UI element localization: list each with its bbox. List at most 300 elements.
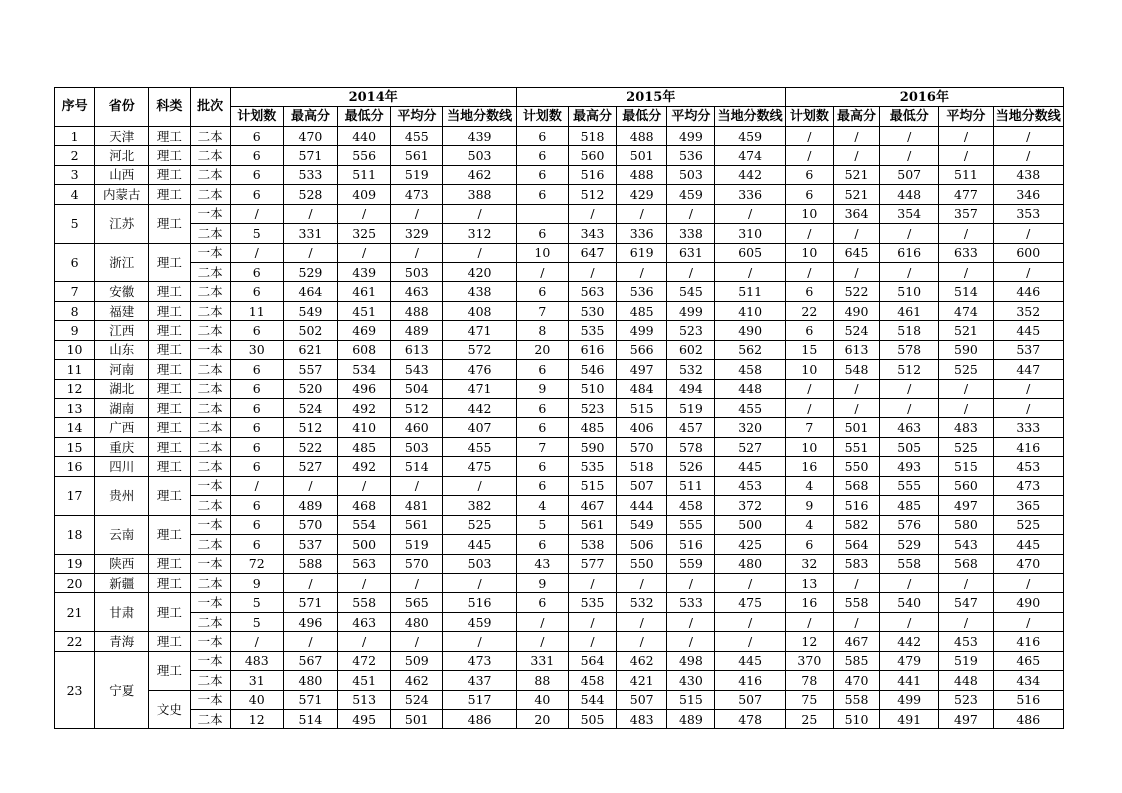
cell-y2015-line: 500 xyxy=(715,515,785,534)
cell-y2015-avg: / xyxy=(667,204,715,223)
table-row xyxy=(55,671,1064,690)
header-plan: 计划数 xyxy=(230,107,283,126)
cell-y2014-min: 410 xyxy=(338,418,391,437)
cell-y2015-max: / xyxy=(568,573,616,592)
cell-y2016-max: 521 xyxy=(833,185,879,204)
cell-y2015-min: 462 xyxy=(617,651,667,670)
cell-y2014-line: 486 xyxy=(443,710,516,729)
row-index: 3 xyxy=(55,165,95,184)
cell-y2015-max: 616 xyxy=(568,340,616,359)
row-batch: 二本 xyxy=(190,496,230,515)
cell-y2016-max: / xyxy=(833,262,879,281)
cell-y2014-avg: 329 xyxy=(391,224,443,243)
header-index: 序号 xyxy=(55,88,95,127)
cell-y2015-min: 484 xyxy=(617,379,667,398)
table-row xyxy=(55,437,1064,456)
cell-y2014-line: 437 xyxy=(443,671,516,690)
cell-y2015-plan: 20 xyxy=(516,710,568,729)
cell-y2016-max: / xyxy=(833,224,879,243)
cell-y2016-max: 524 xyxy=(833,321,879,340)
cell-y2015-max: 485 xyxy=(568,418,616,437)
cell-y2015-avg: 516 xyxy=(667,535,715,554)
row-category: 理工 xyxy=(149,340,190,359)
cell-y2014-avg: 512 xyxy=(391,399,443,418)
cell-y2016-max: 550 xyxy=(833,457,879,476)
cell-y2015-min: 444 xyxy=(617,496,667,515)
cell-y2014-line: / xyxy=(443,204,516,223)
cell-y2015-min: / xyxy=(617,632,667,651)
row-index: 10 xyxy=(55,340,95,359)
cell-y2015-max: 518 xyxy=(568,126,616,145)
cell-y2016-line: 365 xyxy=(993,496,1063,515)
cell-y2016-line: 416 xyxy=(993,632,1063,651)
row-category: 理工 xyxy=(149,146,190,165)
row-province: 陕西 xyxy=(95,554,149,573)
row-province: 福建 xyxy=(95,301,149,320)
cell-y2015-plan: 6 xyxy=(516,399,568,418)
cell-y2014-plan: 6 xyxy=(230,535,283,554)
table-row xyxy=(55,185,1064,204)
cell-y2014-max: / xyxy=(283,573,337,592)
cell-y2015-line: 490 xyxy=(715,321,785,340)
cell-y2014-min: / xyxy=(338,573,391,592)
cell-y2015-min: 499 xyxy=(617,321,667,340)
cell-y2014-max: / xyxy=(283,476,337,495)
cell-y2014-avg: 473 xyxy=(391,185,443,204)
cell-y2014-line: 473 xyxy=(443,651,516,670)
cell-y2015-line: 511 xyxy=(715,282,785,301)
cell-y2015-line: 459 xyxy=(715,126,785,145)
cell-y2015-avg: / xyxy=(667,262,715,281)
cell-y2014-avg: 480 xyxy=(391,612,443,631)
cell-y2015-min: / xyxy=(617,612,667,631)
row-category: 理工 xyxy=(149,204,190,243)
cell-y2014-avg: 501 xyxy=(391,710,443,729)
cell-y2015-max: 561 xyxy=(568,515,616,534)
cell-y2014-max: 489 xyxy=(283,496,337,515)
cell-y2015-line: / xyxy=(715,612,785,631)
cell-y2015-max: 343 xyxy=(568,224,616,243)
cell-y2016-plan: 15 xyxy=(785,340,833,359)
cell-y2015-max: 560 xyxy=(568,146,616,165)
row-index: 20 xyxy=(55,573,95,592)
cell-y2015-line: 605 xyxy=(715,243,785,262)
cell-y2016-min: / xyxy=(880,399,939,418)
cell-y2014-line: / xyxy=(443,573,516,592)
cell-y2016-min: 485 xyxy=(880,496,939,515)
cell-y2014-min: 495 xyxy=(338,710,391,729)
cell-y2015-avg: 430 xyxy=(667,671,715,690)
header-plan: 计划数 xyxy=(516,107,568,126)
cell-y2014-line: 462 xyxy=(443,165,516,184)
cell-y2016-max: / xyxy=(833,126,879,145)
cell-y2015-line: / xyxy=(715,204,785,223)
cell-y2014-max: 571 xyxy=(283,593,337,612)
cell-y2016-avg: 525 xyxy=(939,437,993,456)
row-batch: 二本 xyxy=(190,379,230,398)
cell-y2016-line: / xyxy=(993,224,1063,243)
cell-y2016-min: / xyxy=(880,146,939,165)
header-category: 科类 xyxy=(149,88,190,127)
cell-y2014-min: 563 xyxy=(338,554,391,573)
row-batch: 二本 xyxy=(190,165,230,184)
cell-y2014-plan: 6 xyxy=(230,165,283,184)
row-province: 青海 xyxy=(95,632,149,651)
table-row xyxy=(55,146,1064,165)
cell-y2015-plan: 7 xyxy=(516,301,568,320)
header-min: 最低分 xyxy=(617,107,667,126)
cell-y2014-avg: 503 xyxy=(391,437,443,456)
cell-y2016-plan: 16 xyxy=(785,457,833,476)
cell-y2016-plan: 16 xyxy=(785,593,833,612)
cell-y2016-plan: 4 xyxy=(785,476,833,495)
cell-y2015-plan: 6 xyxy=(516,476,568,495)
cell-y2016-line: / xyxy=(993,612,1063,631)
cell-y2016-avg: 483 xyxy=(939,418,993,437)
header-avg: 平均分 xyxy=(939,107,993,126)
cell-y2016-avg: 580 xyxy=(939,515,993,534)
cell-y2016-min: / xyxy=(880,126,939,145)
row-province: 河南 xyxy=(95,360,149,379)
cell-y2015-line: 453 xyxy=(715,476,785,495)
cell-y2016-line: / xyxy=(993,399,1063,418)
cell-y2016-line: 470 xyxy=(993,554,1063,573)
cell-y2016-max: 551 xyxy=(833,437,879,456)
cell-y2015-max: 535 xyxy=(568,593,616,612)
cell-y2014-min: 469 xyxy=(338,321,391,340)
cell-y2016-plan: 9 xyxy=(785,496,833,515)
cell-y2015-avg: 499 xyxy=(667,301,715,320)
cell-y2016-line: 473 xyxy=(993,476,1063,495)
cell-y2016-line: 446 xyxy=(993,282,1063,301)
cell-y2015-line: 442 xyxy=(715,165,785,184)
cell-y2016-avg: / xyxy=(939,146,993,165)
table-row xyxy=(55,690,1064,709)
cell-y2015-min: 506 xyxy=(617,535,667,554)
cell-y2014-plan: 6 xyxy=(230,321,283,340)
row-province: 江西 xyxy=(95,321,149,340)
cell-y2014-min: 451 xyxy=(338,671,391,690)
header-line: 当地分数线 xyxy=(715,107,785,126)
row-batch: 二本 xyxy=(190,282,230,301)
header-year-2014: 2014年 xyxy=(230,88,516,107)
cell-y2015-min: 488 xyxy=(617,126,667,145)
cell-y2014-plan: 6 xyxy=(230,437,283,456)
cell-y2014-avg: 503 xyxy=(391,262,443,281)
cell-y2016-min: / xyxy=(880,262,939,281)
cell-y2015-min: 497 xyxy=(617,360,667,379)
cell-y2015-max: 535 xyxy=(568,321,616,340)
cell-y2015-plan: 7 xyxy=(516,437,568,456)
row-batch: 一本 xyxy=(190,476,230,495)
cell-y2016-avg: 543 xyxy=(939,535,993,554)
cell-y2015-max: / xyxy=(568,204,616,223)
cell-y2014-max: 464 xyxy=(283,282,337,301)
row-batch: 一本 xyxy=(190,204,230,223)
cell-y2014-max: / xyxy=(283,204,337,223)
table-row xyxy=(55,593,1064,612)
cell-y2016-avg: / xyxy=(939,573,993,592)
cell-y2016-plan: 22 xyxy=(785,301,833,320)
cell-y2014-line: / xyxy=(443,476,516,495)
row-batch: 二本 xyxy=(190,612,230,631)
header-year-2015: 2015年 xyxy=(516,88,785,107)
row-category: 理工 xyxy=(149,282,190,301)
cell-y2015-plan: / xyxy=(516,262,568,281)
cell-y2015-plan: / xyxy=(516,632,568,651)
table-row xyxy=(55,204,1064,223)
row-province: 新疆 xyxy=(95,573,149,592)
cell-y2016-avg: 511 xyxy=(939,165,993,184)
cell-y2014-min: 440 xyxy=(338,126,391,145)
cell-y2016-avg: 568 xyxy=(939,554,993,573)
cell-y2016-max: 558 xyxy=(833,593,879,612)
cell-y2014-max: 502 xyxy=(283,321,337,340)
row-batch: 二本 xyxy=(190,301,230,320)
row-category: 理工 xyxy=(149,399,190,418)
cell-y2015-plan: 6 xyxy=(516,418,568,437)
cell-y2014-max: 514 xyxy=(283,710,337,729)
cell-y2014-line: 382 xyxy=(443,496,516,515)
cell-y2015-avg: 494 xyxy=(667,379,715,398)
cell-y2016-max: 470 xyxy=(833,671,879,690)
cell-y2014-plan: 9 xyxy=(230,573,283,592)
cell-y2016-min: 505 xyxy=(880,437,939,456)
cell-y2016-min: 540 xyxy=(880,593,939,612)
header-avg: 平均分 xyxy=(667,107,715,126)
cell-y2016-min: 461 xyxy=(880,301,939,320)
cell-y2016-plan: / xyxy=(785,262,833,281)
cell-y2015-max: 510 xyxy=(568,379,616,398)
cell-y2016-min: / xyxy=(880,224,939,243)
cell-y2014-plan: 6 xyxy=(230,399,283,418)
row-index: 11 xyxy=(55,360,95,379)
row-batch: 二本 xyxy=(190,710,230,729)
cell-y2014-avg: 514 xyxy=(391,457,443,476)
row-province: 安徽 xyxy=(95,282,149,301)
cell-y2016-plan: 75 xyxy=(785,690,833,709)
cell-y2014-avg: / xyxy=(391,243,443,262)
cell-y2014-plan: 72 xyxy=(230,554,283,573)
cell-y2015-line: 445 xyxy=(715,457,785,476)
cell-y2015-line: 478 xyxy=(715,710,785,729)
cell-y2015-line: 507 xyxy=(715,690,785,709)
cell-y2016-plan: 10 xyxy=(785,437,833,456)
cell-y2014-plan: 6 xyxy=(230,185,283,204)
cell-y2014-min: 451 xyxy=(338,301,391,320)
row-index: 19 xyxy=(55,554,95,573)
cell-y2014-line: 572 xyxy=(443,340,516,359)
cell-y2014-max: 588 xyxy=(283,554,337,573)
cell-y2014-max: 537 xyxy=(283,535,337,554)
cell-y2014-line: 459 xyxy=(443,612,516,631)
row-index: 21 xyxy=(55,593,95,632)
row-batch: 二本 xyxy=(190,573,230,592)
row-category: 理工 xyxy=(149,379,190,398)
cell-y2015-line: 336 xyxy=(715,185,785,204)
cell-y2016-max: 516 xyxy=(833,496,879,515)
cell-y2016-plan: 6 xyxy=(785,185,833,204)
row-batch: 一本 xyxy=(190,632,230,651)
cell-y2015-plan: 6 xyxy=(516,185,568,204)
cell-y2016-line: 525 xyxy=(993,515,1063,534)
cell-y2014-avg: 519 xyxy=(391,165,443,184)
table-row xyxy=(55,224,1064,243)
cell-y2014-plan: / xyxy=(230,632,283,651)
cell-y2014-line: 442 xyxy=(443,399,516,418)
cell-y2015-avg: / xyxy=(667,632,715,651)
cell-y2014-plan: 6 xyxy=(230,146,283,165)
cell-y2016-avg: 474 xyxy=(939,301,993,320)
cell-y2016-plan: 6 xyxy=(785,321,833,340)
cell-y2014-plan: 6 xyxy=(230,360,283,379)
cell-y2015-line: 372 xyxy=(715,496,785,515)
header-min: 最低分 xyxy=(338,107,391,126)
cell-y2015-min: 406 xyxy=(617,418,667,437)
cell-y2015-min: 532 xyxy=(617,593,667,612)
cell-y2016-max: 522 xyxy=(833,282,879,301)
row-category: 理工 xyxy=(149,573,190,592)
cell-y2014-plan: 5 xyxy=(230,224,283,243)
cell-y2014-line: 471 xyxy=(443,379,516,398)
cell-y2016-line: 490 xyxy=(993,593,1063,612)
cell-y2014-line: 517 xyxy=(443,690,516,709)
cell-y2014-plan: 40 xyxy=(230,690,283,709)
cell-y2016-avg: / xyxy=(939,379,993,398)
cell-y2014-line: 471 xyxy=(443,321,516,340)
cell-y2015-min: 619 xyxy=(617,243,667,262)
cell-y2015-max: / xyxy=(568,262,616,281)
cell-y2015-plan: 6 xyxy=(516,360,568,379)
row-category: 理工 xyxy=(149,418,190,437)
cell-y2015-plan: 20 xyxy=(516,340,568,359)
cell-y2015-plan: 43 xyxy=(516,554,568,573)
cell-y2016-plan: 370 xyxy=(785,651,833,670)
row-category: 理工 xyxy=(149,301,190,320)
cell-y2016-line: 416 xyxy=(993,437,1063,456)
cell-y2014-plan: 6 xyxy=(230,379,283,398)
cell-y2014-avg: 481 xyxy=(391,496,443,515)
cell-y2014-line: 420 xyxy=(443,262,516,281)
cell-y2014-max: 524 xyxy=(283,399,337,418)
row-batch: 一本 xyxy=(190,690,230,709)
cell-y2015-max: 544 xyxy=(568,690,616,709)
cell-y2016-plan: / xyxy=(785,146,833,165)
cell-y2015-avg: 631 xyxy=(667,243,715,262)
cell-y2015-min: 507 xyxy=(617,476,667,495)
cell-y2016-min: 354 xyxy=(880,204,939,223)
cell-y2016-line: 465 xyxy=(993,651,1063,670)
cell-y2015-line: 527 xyxy=(715,437,785,456)
row-batch: 二本 xyxy=(190,185,230,204)
row-province: 江苏 xyxy=(95,204,149,243)
cell-y2015-plan: 5 xyxy=(516,515,568,534)
row-batch: 二本 xyxy=(190,535,230,554)
row-batch: 一本 xyxy=(190,515,230,534)
row-province: 天津 xyxy=(95,126,149,145)
table-row xyxy=(55,710,1064,729)
cell-y2015-plan: 8 xyxy=(516,321,568,340)
cell-y2016-line: 445 xyxy=(993,321,1063,340)
cell-y2016-avg: 523 xyxy=(939,690,993,709)
cell-y2015-line: 448 xyxy=(715,379,785,398)
row-category: 理工 xyxy=(149,476,190,515)
cell-y2016-max: 521 xyxy=(833,165,879,184)
cell-y2015-min: 570 xyxy=(617,437,667,456)
cell-y2016-max: 645 xyxy=(833,243,879,262)
cell-y2016-avg: 525 xyxy=(939,360,993,379)
cell-y2016-min: 576 xyxy=(880,515,939,534)
row-category: 理工 xyxy=(149,185,190,204)
table-row xyxy=(55,632,1064,651)
cell-y2015-avg: 498 xyxy=(667,651,715,670)
cell-y2015-max: 564 xyxy=(568,651,616,670)
cell-y2015-min: 507 xyxy=(617,690,667,709)
cell-y2015-line: 425 xyxy=(715,535,785,554)
cell-y2016-min: 507 xyxy=(880,165,939,184)
cell-y2016-plan: 6 xyxy=(785,282,833,301)
table-row xyxy=(55,126,1064,145)
cell-y2014-min: 472 xyxy=(338,651,391,670)
cell-y2014-min: 500 xyxy=(338,535,391,554)
table-row xyxy=(55,165,1064,184)
cell-y2015-min: 421 xyxy=(617,671,667,690)
row-batch: 二本 xyxy=(190,262,230,281)
row-province: 重庆 xyxy=(95,437,149,456)
cell-y2015-min: 501 xyxy=(617,146,667,165)
row-province: 山东 xyxy=(95,340,149,359)
cell-y2016-line: 346 xyxy=(993,185,1063,204)
cell-y2016-avg: / xyxy=(939,399,993,418)
cell-y2014-min: 513 xyxy=(338,690,391,709)
cell-y2016-line: 516 xyxy=(993,690,1063,709)
cell-y2014-plan: 5 xyxy=(230,612,283,631)
row-category: 理工 xyxy=(149,165,190,184)
cell-y2014-min: / xyxy=(338,243,391,262)
cell-y2014-min: 325 xyxy=(338,224,391,243)
header-plan: 计划数 xyxy=(785,107,833,126)
row-batch: 一本 xyxy=(190,554,230,573)
cell-y2014-avg: 561 xyxy=(391,515,443,534)
cell-y2016-avg: 514 xyxy=(939,282,993,301)
cell-y2016-min: / xyxy=(880,573,939,592)
cell-y2015-plan: / xyxy=(516,612,568,631)
row-index: 22 xyxy=(55,632,95,651)
cell-y2015-plan: 6 xyxy=(516,146,568,165)
cell-y2014-avg: 543 xyxy=(391,360,443,379)
cell-y2015-plan: 6 xyxy=(516,457,568,476)
header-line: 当地分数线 xyxy=(443,107,516,126)
row-province: 湖南 xyxy=(95,399,149,418)
row-index: 8 xyxy=(55,301,95,320)
cell-y2016-avg: 357 xyxy=(939,204,993,223)
cell-y2015-max: 516 xyxy=(568,165,616,184)
cell-y2015-line: 410 xyxy=(715,301,785,320)
cell-y2014-avg: 565 xyxy=(391,593,443,612)
table-row xyxy=(55,418,1064,437)
row-index: 2 xyxy=(55,146,95,165)
cell-y2014-plan: 6 xyxy=(230,418,283,437)
cell-y2016-avg: 497 xyxy=(939,710,993,729)
cell-y2015-avg: 338 xyxy=(667,224,715,243)
cell-y2015-min: 566 xyxy=(617,340,667,359)
cell-y2015-avg: / xyxy=(667,573,715,592)
cell-y2015-max: 577 xyxy=(568,554,616,573)
cell-y2015-plan: 6 xyxy=(516,165,568,184)
cell-y2014-line: 438 xyxy=(443,282,516,301)
cell-y2016-max: 564 xyxy=(833,535,879,554)
cell-y2014-min: 409 xyxy=(338,185,391,204)
